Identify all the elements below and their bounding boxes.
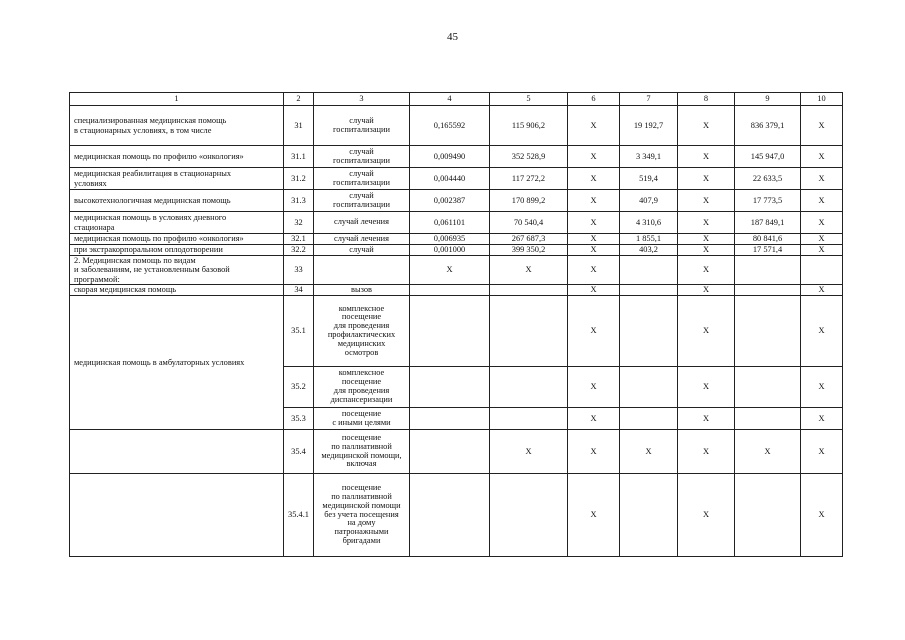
row-value-c4 <box>410 367 490 408</box>
row-number: 33 <box>284 256 314 285</box>
row-number: 35.2 <box>284 367 314 408</box>
header-row <box>70 93 843 106</box>
row-value-c8: Х <box>678 367 735 408</box>
row-value-c5 <box>490 285 568 296</box>
table-row <box>70 234 843 245</box>
table-row <box>70 106 843 146</box>
row-unit: случай госпитализации <box>314 106 410 146</box>
row-value-c7: 1 855,1 <box>620 234 678 245</box>
row-value-c8: Х <box>678 168 735 190</box>
row-value-c7 <box>620 285 678 296</box>
row-value-c6: Х <box>568 212 620 234</box>
table-row <box>70 296 843 367</box>
row-value-c6: Х <box>568 408 620 430</box>
row-name: специализированная медицинская помощь в стационарных условиях, в том числе <box>70 106 284 146</box>
header-cell: 9 <box>735 93 801 106</box>
row-value-c8: Х <box>678 256 735 285</box>
row-value-c6: Х <box>568 245 620 256</box>
row-unit: случай <box>314 245 410 256</box>
row-unit: комплексное посещение для проведения профилактических медицинских осмотров <box>314 296 410 367</box>
row-value-c7 <box>620 474 678 557</box>
row-unit: случай лечения <box>314 212 410 234</box>
row-value-c6: Х <box>568 430 620 474</box>
row-value-c6: Х <box>568 256 620 285</box>
row-number: 35.4.1 <box>284 474 314 557</box>
row-value-c8: Х <box>678 245 735 256</box>
row-value-c10: Х <box>801 474 843 557</box>
header-cell: 7 <box>620 93 678 106</box>
header-cell: 1 <box>70 93 284 106</box>
row-value-c9 <box>735 474 801 557</box>
row-value-c9: 80 841,6 <box>735 234 801 245</box>
row-value-c5: 170 899,2 <box>490 190 568 212</box>
row-value-c7: 407,9 <box>620 190 678 212</box>
empty-cell <box>70 474 284 557</box>
row-name: скорая медицинская помощь <box>70 285 284 296</box>
row-value-c9: 145 947,0 <box>735 146 801 168</box>
header-cell: 2 <box>284 93 314 106</box>
row-value-c5: 117 272,2 <box>490 168 568 190</box>
row-value-c4: 0,006935 <box>410 234 490 245</box>
row-value-c9: 187 849,1 <box>735 212 801 234</box>
row-value-c4: Х <box>410 256 490 285</box>
row-value-c5: Х <box>490 430 568 474</box>
row-value-c4: 0,002387 <box>410 190 490 212</box>
table-row <box>70 256 843 285</box>
row-value-c5: 70 540,4 <box>490 212 568 234</box>
row-value-c4 <box>410 296 490 367</box>
row-value-c5: Х <box>490 256 568 285</box>
row-unit: посещение по паллиативной медицинской помощи без учета посещения на дому патронажными бригадами <box>314 474 410 557</box>
row-value-c10: Х <box>801 190 843 212</box>
table-row <box>70 285 843 296</box>
row-value-c8: Х <box>678 408 735 430</box>
table-row <box>70 190 843 212</box>
row-value-c6: Х <box>568 474 620 557</box>
row-value-c4: 0,009490 <box>410 146 490 168</box>
row-value-c4 <box>410 285 490 296</box>
row-name: медицинская помощь в условиях дневного стационара <box>70 212 284 234</box>
row-value-c8: Х <box>678 296 735 367</box>
row-number: 31.3 <box>284 190 314 212</box>
row-value-c5: 267 687,3 <box>490 234 568 245</box>
row-value-c9 <box>735 408 801 430</box>
row-name: 2. Медицинская помощь по видам и заболеваниям, не установленным базовой программой: <box>70 256 284 285</box>
row-value-c4 <box>410 474 490 557</box>
row-value-c4: 0,165592 <box>410 106 490 146</box>
row-value-c10: Х <box>801 234 843 245</box>
row-value-c8: Х <box>678 190 735 212</box>
row-number: 32.1 <box>284 234 314 245</box>
row-value-c10: Х <box>801 296 843 367</box>
row-value-c9 <box>735 367 801 408</box>
row-name: медицинская помощь по профилю «онкология» <box>70 234 284 245</box>
row-value-c9: 22 633,5 <box>735 168 801 190</box>
header-cell: 6 <box>568 93 620 106</box>
row-value-c6: Х <box>568 106 620 146</box>
row-value-c10: Х <box>801 168 843 190</box>
row-number: 34 <box>284 285 314 296</box>
row-value-c10: Х <box>801 245 843 256</box>
row-number: 31 <box>284 106 314 146</box>
row-value-c8: Х <box>678 212 735 234</box>
row-value-c9 <box>735 296 801 367</box>
row-name: медицинская реабилитация в стационарных условиях <box>70 168 284 190</box>
ambulatory-label: медицинская помощь в амбулаторных условиях <box>70 296 284 430</box>
row-value-c9: 17 571,4 <box>735 245 801 256</box>
row-value-c7 <box>620 408 678 430</box>
row-value-c9: 836 379,1 <box>735 106 801 146</box>
row-value-c4: 0,001000 <box>410 245 490 256</box>
header-cell: 4 <box>410 93 490 106</box>
row-unit <box>314 256 410 285</box>
row-value-c7 <box>620 256 678 285</box>
table-row <box>70 430 843 474</box>
row-value-c4 <box>410 430 490 474</box>
row-value-c7: 3 349,1 <box>620 146 678 168</box>
row-unit: комплексное посещение для проведения диспансеризации <box>314 367 410 408</box>
row-value-c4: 0,004440 <box>410 168 490 190</box>
row-value-c10: Х <box>801 367 843 408</box>
row-value-c6: Х <box>568 296 620 367</box>
header-cell: 8 <box>678 93 735 106</box>
row-number: 31.1 <box>284 146 314 168</box>
row-value-c8: Х <box>678 234 735 245</box>
row-unit: случай госпитализации <box>314 190 410 212</box>
row-value-c8: Х <box>678 146 735 168</box>
page-number: 45 <box>447 31 458 43</box>
row-number: 35.3 <box>284 408 314 430</box>
header-cell: 10 <box>801 93 843 106</box>
header-cell: 3 <box>314 93 410 106</box>
row-value-c8: Х <box>678 430 735 474</box>
row-value-c7 <box>620 367 678 408</box>
row-unit: посещение с иными целями <box>314 408 410 430</box>
header-cell: 5 <box>490 93 568 106</box>
row-value-c7: 19 192,7 <box>620 106 678 146</box>
row-number: 35.4 <box>284 430 314 474</box>
row-value-c6: Х <box>568 285 620 296</box>
row-number: 32.2 <box>284 245 314 256</box>
row-value-c10: Х <box>801 430 843 474</box>
row-value-c10 <box>801 256 843 285</box>
row-value-c5: 399 350,2 <box>490 245 568 256</box>
row-unit: посещение по паллиативной медицинской помощи, включая <box>314 430 410 474</box>
row-name: при экстракорпоральном оплодотворении <box>70 245 284 256</box>
table-row <box>70 168 843 190</box>
row-value-c10: Х <box>801 285 843 296</box>
row-value-c5: 352 528,9 <box>490 146 568 168</box>
row-unit: случай госпитализации <box>314 168 410 190</box>
table-row <box>70 212 843 234</box>
row-value-c6: Х <box>568 367 620 408</box>
row-value-c5 <box>490 474 568 557</box>
row-value-c5: 115 906,2 <box>490 106 568 146</box>
row-value-c5 <box>490 296 568 367</box>
row-value-c5 <box>490 367 568 408</box>
row-value-c10: Х <box>801 106 843 146</box>
row-number: 35.1 <box>284 296 314 367</box>
row-value-c10: Х <box>801 146 843 168</box>
row-unit: случай лечения <box>314 234 410 245</box>
row-value-c10: Х <box>801 212 843 234</box>
row-value-c9 <box>735 285 801 296</box>
row-value-c9: Х <box>735 430 801 474</box>
row-value-c7: Х <box>620 430 678 474</box>
row-value-c10: Х <box>801 408 843 430</box>
row-value-c7: 403,2 <box>620 245 678 256</box>
table-row <box>70 146 843 168</box>
row-value-c6: Х <box>568 146 620 168</box>
row-value-c7: 519,4 <box>620 168 678 190</box>
row-number: 31.2 <box>284 168 314 190</box>
row-value-c9: 17 773,5 <box>735 190 801 212</box>
row-value-c5 <box>490 408 568 430</box>
empty-cell <box>70 430 284 474</box>
table-row <box>70 245 843 256</box>
table-row <box>70 474 843 557</box>
row-value-c9 <box>735 256 801 285</box>
row-unit: вызов <box>314 285 410 296</box>
row-value-c6: Х <box>568 190 620 212</box>
row-unit: случай госпитализации <box>314 146 410 168</box>
row-value-c8: Х <box>678 474 735 557</box>
row-value-c6: Х <box>568 234 620 245</box>
row-value-c7: 4 310,6 <box>620 212 678 234</box>
row-value-c8: Х <box>678 106 735 146</box>
row-value-c4: 0,061101 <box>410 212 490 234</box>
row-value-c7 <box>620 296 678 367</box>
row-value-c8: Х <box>678 285 735 296</box>
row-value-c4 <box>410 408 490 430</box>
row-value-c6: Х <box>568 168 620 190</box>
cost-table <box>69 92 843 557</box>
row-name: медицинская помощь по профилю «онкология» <box>70 146 284 168</box>
row-number: 32 <box>284 212 314 234</box>
row-name: высокотехнологичная медицинская помощь <box>70 190 284 212</box>
